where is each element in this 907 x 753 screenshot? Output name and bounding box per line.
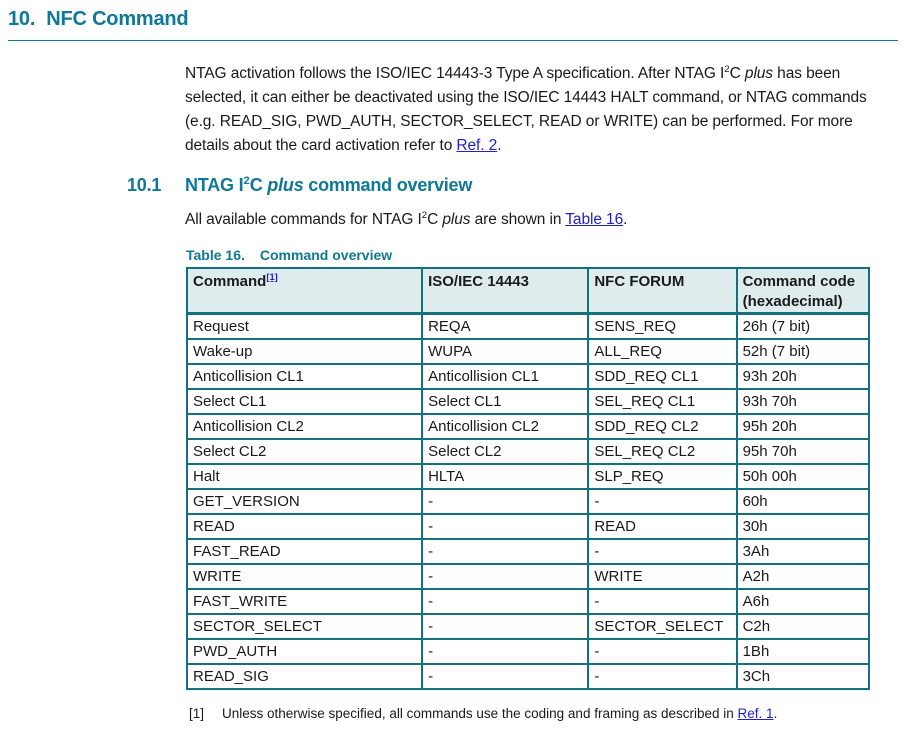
table-cell: PWD_AUTH bbox=[187, 639, 422, 664]
table-cell: - bbox=[422, 614, 588, 639]
table-cell: Select CL1 bbox=[187, 389, 422, 414]
table-cell: FAST_READ bbox=[187, 539, 422, 564]
column-header-command bbox=[187, 268, 422, 314]
table-caption-label: Table 16. bbox=[186, 247, 245, 263]
table-cell: - bbox=[588, 489, 736, 514]
text-segment: 2 bbox=[421, 209, 428, 221]
table-cell: WRITE bbox=[588, 564, 736, 589]
ref-link[interactable]: Ref. 2 bbox=[456, 137, 498, 154]
table-cell: A6h bbox=[737, 589, 869, 614]
column-header-nfc-forum: NFC FORUM bbox=[588, 268, 736, 314]
section-title: NFC Command bbox=[46, 8, 189, 30]
ref-link[interactable]: Ref. 1 bbox=[737, 706, 774, 721]
table-row bbox=[187, 414, 869, 439]
table-cell: ALL_REQ bbox=[588, 339, 736, 364]
table-row bbox=[187, 514, 869, 539]
table-cell: Select CL2 bbox=[187, 439, 422, 464]
table-row bbox=[187, 639, 869, 664]
table-cell: - bbox=[588, 639, 736, 664]
table-cell: 3Ch bbox=[737, 664, 869, 689]
table-cell: 26h (7 bit) bbox=[737, 314, 869, 340]
table-cell: A2h bbox=[737, 564, 869, 589]
table-cell: Anticollision CL1 bbox=[422, 364, 588, 389]
table-cell: WRITE bbox=[187, 564, 422, 589]
table-header-row bbox=[187, 268, 869, 314]
table-cell: 50h 00h bbox=[737, 464, 869, 489]
table-cell: READ bbox=[187, 514, 422, 539]
table-cell: - bbox=[422, 589, 588, 614]
table-cell: GET_VERSION bbox=[187, 489, 422, 514]
table-cell: FAST_WRITE bbox=[187, 589, 422, 614]
table-cell: SLP_REQ bbox=[588, 464, 736, 489]
text-segment: Unless otherwise specified, all commands use the coding and framing as described in bbox=[222, 706, 738, 721]
command-overview-table bbox=[186, 267, 870, 690]
table-cell: HLTA bbox=[422, 464, 588, 489]
subsection-paragraph bbox=[185, 208, 875, 232]
subsection-heading bbox=[127, 175, 907, 196]
table-cell: Wake-up bbox=[187, 339, 422, 364]
table-row bbox=[187, 664, 869, 689]
table-cell: - bbox=[422, 489, 588, 514]
column-header-command-label: Command bbox=[193, 273, 267, 290]
text-segment: C bbox=[427, 211, 443, 228]
table-row bbox=[187, 339, 869, 364]
text-segment: C bbox=[729, 65, 745, 82]
table-cell: SDD_REQ CL2 bbox=[588, 414, 736, 439]
table-cell: 60h bbox=[737, 489, 869, 514]
text-segment: has been selected, it can either be deactivated using the ISO/IEC 14443 HALT command, or NTAG commands (e.g. READ_SIG, PWD_AUTH, SECTOR_SELECT, READ or WRITE) can be performed. For more details about the card activation refer to bbox=[185, 65, 867, 154]
table-cell: C2h bbox=[737, 614, 869, 639]
table-cell: Anticollision CL2 bbox=[187, 414, 422, 439]
text-segment: NTAG activation follows the ISO/IEC 14443-3 Type A specification. After NTAG I bbox=[185, 65, 725, 82]
table-cell: SEL_REQ CL2 bbox=[588, 439, 736, 464]
table-body bbox=[187, 314, 869, 690]
text-segment: All available commands for NTAG I bbox=[185, 211, 422, 228]
table-cell: 95h 20h bbox=[737, 414, 869, 439]
subsection-number: 10.1 bbox=[127, 175, 162, 195]
text-segment: NTAG I bbox=[185, 175, 244, 195]
table-cell: READ bbox=[588, 514, 736, 539]
table-cell: Select CL1 bbox=[422, 389, 588, 414]
document-page bbox=[0, 8, 907, 753]
section-heading bbox=[8, 8, 898, 41]
table-cell: - bbox=[422, 664, 588, 689]
column-header-iso: ISO/IEC 14443 bbox=[422, 268, 588, 314]
table-cell: SECTOR_SELECT bbox=[588, 614, 736, 639]
table-row bbox=[187, 314, 869, 340]
text-segment: plus bbox=[267, 175, 304, 195]
table-cell: READ_SIG bbox=[187, 664, 422, 689]
table-header bbox=[187, 268, 869, 314]
footnote-marker: [1] bbox=[189, 706, 205, 721]
table-cell: Anticollision CL1 bbox=[187, 364, 422, 389]
table-row bbox=[187, 539, 869, 564]
intro-paragraph bbox=[185, 62, 875, 158]
footnote-text bbox=[222, 705, 777, 722]
table-cell: Select CL2 bbox=[422, 439, 588, 464]
subsection-title bbox=[185, 175, 472, 196]
table-cell: Anticollision CL2 bbox=[422, 414, 588, 439]
table-cell: 93h 70h bbox=[737, 389, 869, 414]
table-row bbox=[187, 589, 869, 614]
table-cell: - bbox=[422, 564, 588, 589]
table-caption-title: Command overview bbox=[259, 247, 393, 263]
table-cell: SENS_REQ bbox=[588, 314, 736, 340]
text-segment: . bbox=[773, 706, 778, 721]
table-cell: 93h 20h bbox=[737, 364, 869, 389]
table-cell: - bbox=[588, 664, 736, 689]
table-cell: 3Ah bbox=[737, 539, 869, 564]
table-cell: - bbox=[422, 639, 588, 664]
table-cell: Halt bbox=[187, 464, 422, 489]
text-segment: . bbox=[623, 211, 628, 228]
table-cell: - bbox=[588, 589, 736, 614]
table-cell: REQA bbox=[422, 314, 588, 340]
ref-link[interactable]: Table 16 bbox=[565, 211, 624, 228]
table-cell: - bbox=[422, 514, 588, 539]
table-row bbox=[187, 464, 869, 489]
table-cell: - bbox=[422, 539, 588, 564]
table-row bbox=[187, 614, 869, 639]
table-cell: SEL_REQ CL1 bbox=[588, 389, 736, 414]
table-cell: 95h 70h bbox=[737, 439, 869, 464]
table-cell: Request bbox=[187, 314, 422, 340]
table-row bbox=[187, 439, 869, 464]
table-cell: SDD_REQ CL1 bbox=[588, 364, 736, 389]
table-cell: 1Bh bbox=[737, 639, 869, 664]
text-segment: plus bbox=[442, 211, 471, 228]
table-cell: 30h bbox=[737, 514, 869, 539]
text-segment: . bbox=[497, 137, 502, 154]
text-segment: plus bbox=[744, 65, 773, 82]
column-header-command-code: Command code (hexadecimal) bbox=[737, 268, 869, 314]
table-cell: WUPA bbox=[422, 339, 588, 364]
text-segment: 2 bbox=[243, 175, 250, 187]
table-caption bbox=[186, 247, 907, 263]
table-row bbox=[187, 564, 869, 589]
footnote-ref-link[interactable]: [1] bbox=[266, 272, 278, 282]
footnote bbox=[189, 705, 907, 722]
table-cell: SECTOR_SELECT bbox=[187, 614, 422, 639]
table-cell: - bbox=[588, 539, 736, 564]
text-segment: command overview bbox=[303, 175, 473, 195]
text-segment: C bbox=[249, 175, 268, 195]
table-row bbox=[187, 364, 869, 389]
table-row bbox=[187, 489, 869, 514]
text-segment: are shown in bbox=[470, 211, 566, 228]
table-cell: 52h (7 bit) bbox=[737, 339, 869, 364]
section-number: 10. bbox=[8, 8, 36, 30]
table-row bbox=[187, 389, 869, 414]
text-segment: 2 bbox=[724, 63, 730, 75]
